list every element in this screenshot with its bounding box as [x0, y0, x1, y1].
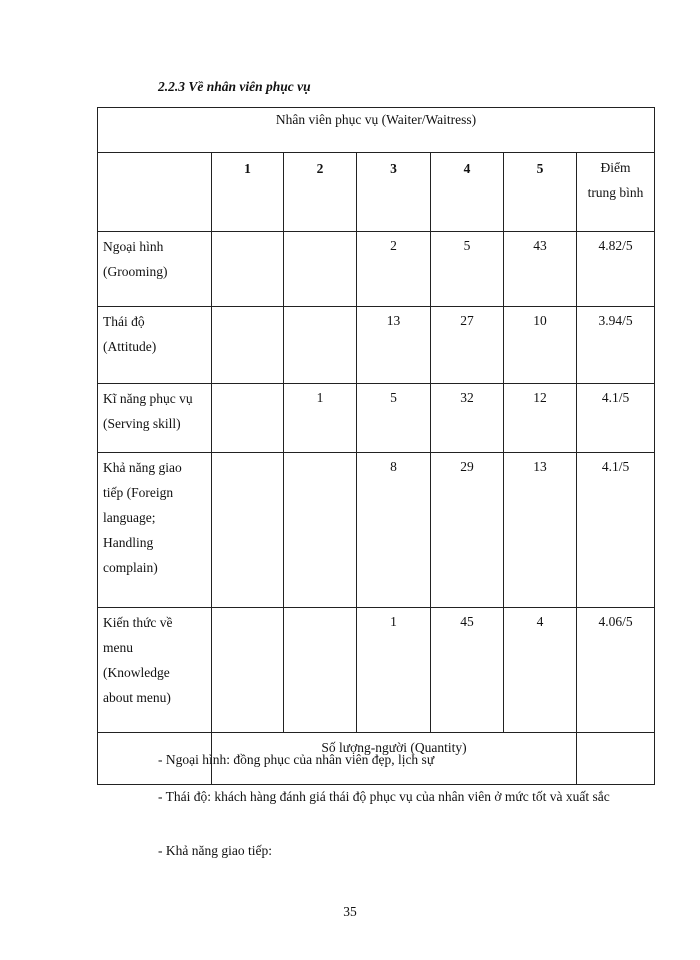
average-score-header: [577, 153, 655, 232]
criterion-line: complain): [103, 560, 158, 575]
quantity-label: Số lượng-người (Quantity): [212, 733, 577, 785]
count-cell: [284, 232, 357, 307]
count-cell: 1: [357, 608, 431, 733]
criterion-line: language;: [103, 510, 156, 525]
page-number: 35: [343, 904, 357, 919]
criterion-attitude: [98, 307, 212, 384]
table-row-serving-skill: [98, 384, 655, 453]
table-row-attitude: [98, 307, 655, 384]
average-cell: 4.82/5: [577, 232, 655, 307]
criterion-menu-knowledge: [98, 608, 212, 733]
criterion-line: about menu): [103, 690, 171, 705]
criterion-line: (Serving skill): [103, 416, 181, 431]
table-row-menu-knowledge: [98, 608, 655, 733]
criterion-line: (Grooming): [103, 264, 168, 279]
count-cell: 27: [431, 307, 504, 384]
scale-header-5: 5: [504, 153, 577, 232]
scale-header-3: 3: [357, 153, 431, 232]
count-cell: 13: [357, 307, 431, 384]
count-cell: 13: [504, 453, 577, 608]
note-attitude: - Thái độ: khách hàng đánh giá thái độ phục vụ của nhân viên ở mức tốt và xuất sắc: [158, 789, 610, 804]
count-cell: 4: [504, 608, 577, 733]
count-cell: [284, 453, 357, 608]
count-cell: [212, 453, 284, 608]
criterion-line: (Attitude): [103, 339, 157, 354]
scale-header-4: 4: [431, 153, 504, 232]
count-cell: 12: [504, 384, 577, 453]
criterion-line: Kĩ năng phục vụ: [103, 391, 193, 406]
count-cell: 10: [504, 307, 577, 384]
count-cell: [212, 307, 284, 384]
scale-header-row: [98, 153, 655, 232]
count-cell: 32: [431, 384, 504, 453]
count-cell: 5: [357, 384, 431, 453]
table-title-row: [98, 108, 655, 153]
criterion-line: Handling: [103, 535, 154, 550]
average-header-line1: Điểm: [600, 160, 631, 175]
count-cell: 29: [431, 453, 504, 608]
count-cell: 5: [431, 232, 504, 307]
table-title: Nhân viên phục vụ (Waiter/Waitress): [275, 112, 477, 127]
criterion-line: Thái độ: [103, 314, 145, 329]
count-cell: 2: [357, 232, 431, 307]
average-cell: 4.1/5: [577, 384, 655, 453]
waiter-rating-table: [97, 107, 655, 785]
criterion-line: tiếp (Foreign: [103, 485, 174, 500]
count-cell: [284, 307, 357, 384]
count-cell: [212, 608, 284, 733]
count-cell: 8: [357, 453, 431, 608]
table-row-communication: [98, 453, 655, 608]
note-grooming: - Ngoại hình: đồng phục của nhân viên đẹp, lịch sự: [158, 752, 435, 767]
criterion-serving-skill: [98, 384, 212, 453]
table-title-cell: [98, 108, 655, 153]
criterion-line: Kiến thức về: [103, 615, 173, 630]
average-cell: 4.06/5: [577, 608, 655, 733]
average-header-line2: trung bình: [587, 185, 644, 200]
count-cell: 43: [504, 232, 577, 307]
criterion-communication: [98, 453, 212, 608]
table-row-grooming: [98, 232, 655, 307]
section-heading: 2.2.3 Về nhân viên phục vụ: [158, 79, 311, 94]
criterion-grooming: [98, 232, 212, 307]
criterion-line: Ngoại hình: [103, 239, 164, 254]
count-cell: [284, 608, 357, 733]
scale-header-2: 2: [284, 153, 357, 232]
footer-empty-cell: [577, 733, 655, 785]
criterion-line: menu: [103, 640, 133, 655]
note-communication: - Khả năng giao tiếp:: [158, 843, 272, 858]
count-cell: [212, 384, 284, 453]
header-corner-cell: [98, 153, 212, 232]
count-cell: 1: [284, 384, 357, 453]
criterion-line: (Knowledge: [103, 665, 170, 680]
scale-header-1: 1: [212, 153, 284, 232]
count-cell: 45: [431, 608, 504, 733]
criterion-line: Khả năng giao: [103, 460, 182, 475]
average-cell: 4.1/5: [577, 453, 655, 608]
average-cell: 3.94/5: [577, 307, 655, 384]
count-cell: [212, 232, 284, 307]
